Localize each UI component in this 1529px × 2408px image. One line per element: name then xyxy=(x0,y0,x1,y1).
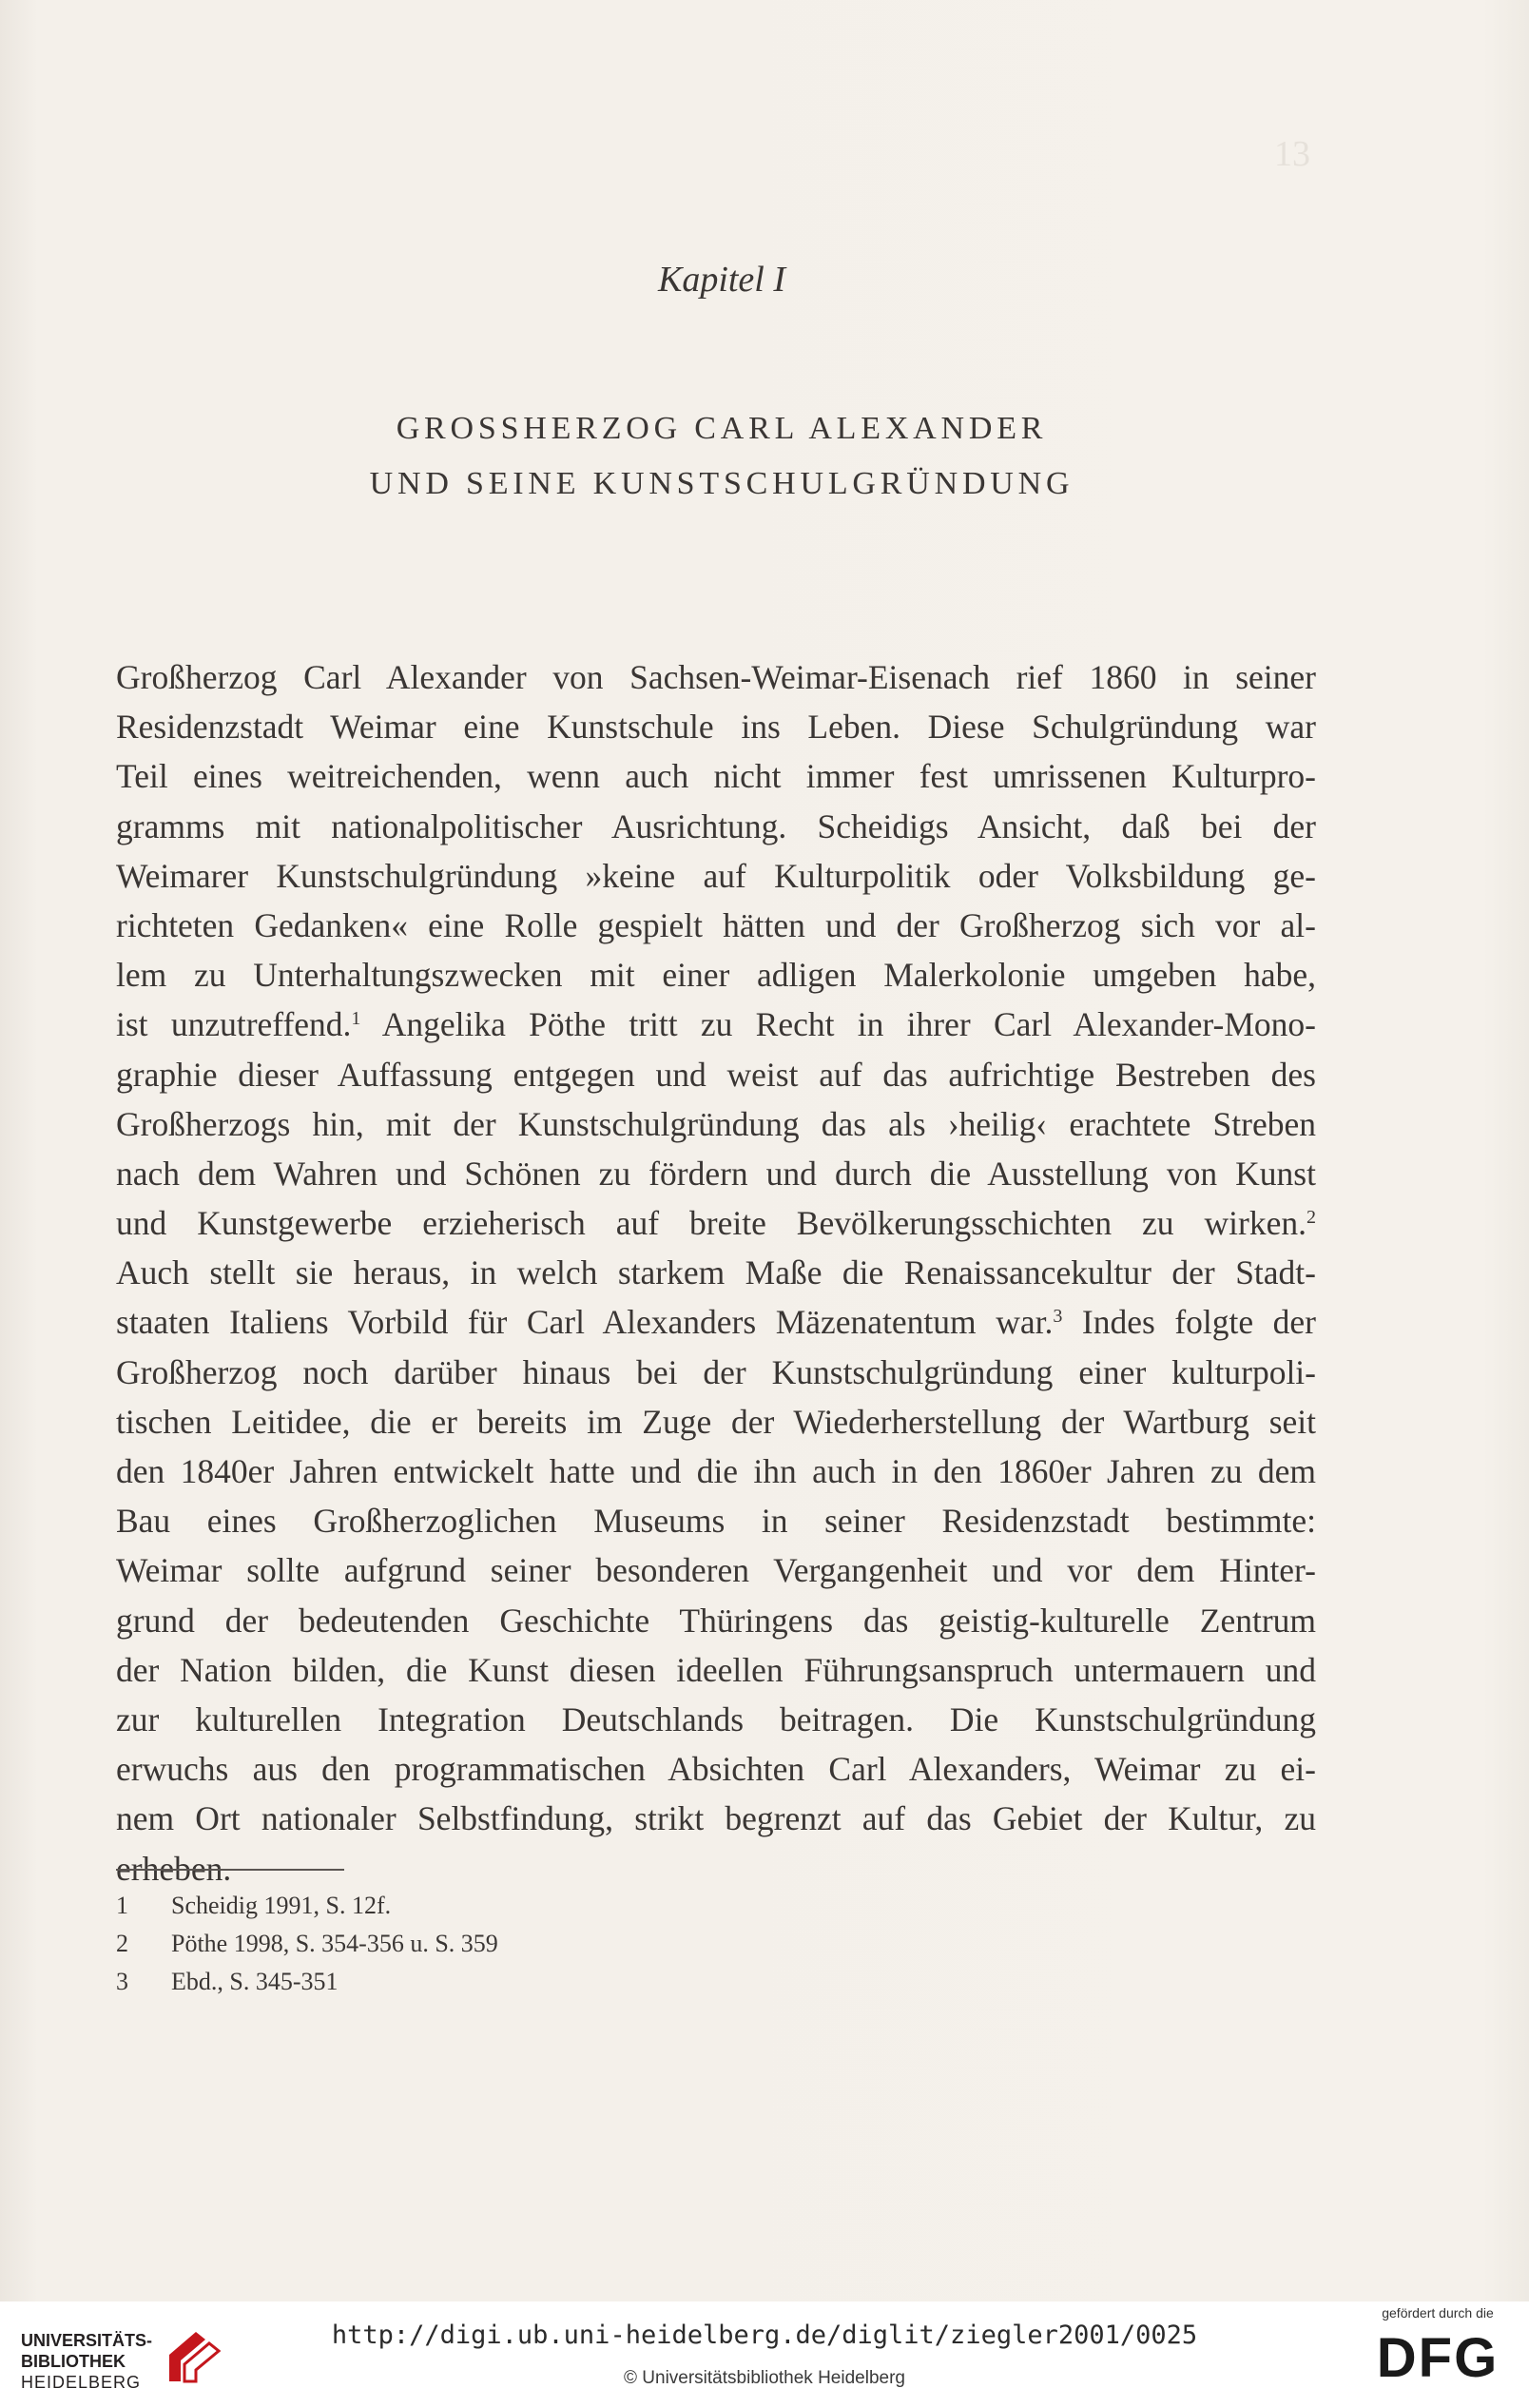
copyright-notice: © Universitätsbibliothek Heidelberg xyxy=(624,2368,905,2388)
text-line xyxy=(116,1348,1316,1397)
footnote xyxy=(116,1887,498,1925)
footnote xyxy=(116,1963,498,2001)
text-line-content: Angelika Pöthe tritt zu Recht in ihrer Carl Alexander-Mono- xyxy=(360,1005,1317,1044)
text-line xyxy=(116,1248,1316,1297)
library-name-line: BIBLIOTHEK xyxy=(21,2352,126,2371)
footnote-number: 2 xyxy=(116,1930,128,1957)
text-line xyxy=(116,1050,1316,1099)
text-line xyxy=(116,751,1316,801)
digitization-footer xyxy=(0,2301,1529,2408)
text-line-content: zur kulturellen Integration Deutschlands beitragen. Die Kunstschulgründung xyxy=(116,1699,1316,1738)
library-name-line: UNIVERSITÄTS- xyxy=(21,2331,153,2350)
text-line-content: Großherzog Carl Alexander von Sachsen-Weimar-Eisenach rief 1860 in seiner xyxy=(116,658,1316,696)
text-line xyxy=(116,1794,1316,1843)
text-line xyxy=(116,652,1316,702)
text-line-content: Weimar sollte aufgrund seiner besonderen Vergangenheit und vor dem Hinter- xyxy=(116,1551,1316,1590)
footnote-marker[interactable]: 3 xyxy=(1053,1306,1063,1328)
text-line-content: grund der bedeutenden Geschichte Thüringens das geistig-kulturelle Zentrum xyxy=(116,1601,1316,1640)
dfg-logo[interactable] xyxy=(1362,2305,1514,2400)
text-line-content: tischen Leitidee, die er bereits im Zuge der Wiederherstellung der Wartburg seit xyxy=(116,1402,1316,1441)
footnote-number: 1 xyxy=(116,1892,128,1919)
chapter-title-line-1: GROSSHERZOG CARL ALEXANDER xyxy=(396,411,1048,446)
text-line-content: und Kunstgewerbe erzieherisch auf breite Bevölkerungsschichten zu wirken. xyxy=(116,1204,1306,1243)
footnote-number: 3 xyxy=(116,1968,128,1995)
text-line xyxy=(116,851,1316,901)
text-line xyxy=(116,1297,1316,1347)
footnote-separator xyxy=(116,1869,344,1871)
body-paragraph xyxy=(116,652,1316,1893)
text-line-content: Indes folgte der xyxy=(1062,1303,1316,1342)
text-line-content: den 1840er Jahren entwickelt hatte und die ihn auch in den 1860er Jahren zu dem xyxy=(116,1452,1316,1490)
text-line xyxy=(116,1000,1316,1049)
footnote-text: Scheidig 1991, S. 12f. xyxy=(171,1892,392,1919)
footnote xyxy=(116,1925,498,1963)
text-line-content: Großherzogs hin, mit der Kunstschulgründung das als ›heilig‹ erachtete Streben xyxy=(116,1104,1316,1143)
library-name-line: HEIDELBERG xyxy=(21,2373,142,2392)
text-line-content: der Nation bilden, die Kunst diesen ideellen Führungsanspruch untermauern und xyxy=(116,1650,1316,1689)
text-line-content: nach dem Wahren und Schönen zu fördern und durch die Ausstellung von Kunst xyxy=(116,1154,1316,1193)
text-line xyxy=(116,1545,1316,1595)
footnote-marker[interactable]: 2 xyxy=(1306,1207,1316,1229)
text-line-content: Teil eines weitreichenden, wenn auch nicht immer fest umrissenen Kulturpro- xyxy=(116,757,1316,796)
text-line-content: Weimarer Kunstschulgründung »keine auf Kulturpolitik oder Volksbildung ge- xyxy=(116,856,1316,895)
text-line-content: erheben. xyxy=(116,1849,232,1888)
footnote-marker[interactable]: 1 xyxy=(351,1008,361,1030)
chapter-title-line-2: UND SEINE KUNSTSCHULGRÜNDUNG xyxy=(369,466,1074,501)
text-line-content: staaten Italiens Vorbild für Carl Alexanders Mäzenatentum war. xyxy=(116,1303,1054,1342)
text-line xyxy=(116,1099,1316,1149)
text-line xyxy=(116,702,1316,751)
text-line xyxy=(116,1695,1316,1744)
text-line xyxy=(116,1744,1316,1794)
dfg-wordmark: DFG xyxy=(1376,2327,1500,2389)
funding-caption: gefördert durch die xyxy=(1382,2305,1494,2321)
text-line xyxy=(116,1149,1316,1198)
text-line-content: Großherzog noch darüber hinaus bei der Kunstschulgründung einer kulturpoli- xyxy=(116,1352,1316,1391)
text-line xyxy=(116,950,1316,1000)
source-url-link[interactable]: http://digi.ub.uni-heidelberg.de/diglit/ziegler2001/0025 xyxy=(331,2321,1198,2350)
text-line-content: ist unzutreffend. xyxy=(116,1005,352,1044)
text-line-content: Bau eines Großherzoglichen Museums in seiner Residenzstadt bestimmte: xyxy=(116,1502,1316,1541)
text-line xyxy=(116,901,1316,950)
text-line-content: graphie dieser Auffassung entgegen und weist auf das aufrichtige Bestreben des xyxy=(116,1055,1316,1094)
text-line xyxy=(116,1496,1316,1545)
text-line xyxy=(116,1198,1316,1248)
footnote-text: Ebd., S. 345-351 xyxy=(171,1968,339,1995)
text-line-content: erwuchs aus den programmatischen Absichten Carl Alexanders, Weimar zu ei- xyxy=(116,1750,1316,1789)
text-line-content: nem Ort nationaler Selbstfindung, strikt begrenzt auf das Gebiet der Kultur, zu xyxy=(116,1799,1316,1838)
text-line xyxy=(116,1645,1316,1695)
footnotes xyxy=(116,1887,498,2001)
page-number: 13 xyxy=(1274,134,1310,174)
text-line-content: Residenzstadt Weimar eine Kunstschule ins Leben. Diese Schulgründung war xyxy=(116,708,1316,747)
text-line-content: gramms mit nationalpolitischer Ausrichtung. Scheidigs Ansicht, daß bei der xyxy=(116,806,1316,845)
text-line xyxy=(116,802,1316,851)
text-line-content: Auch stellt sie heraus, in welch starkem Maße die Renaissancekultur der Stadt- xyxy=(116,1253,1316,1292)
chapter-label: Kapitel I xyxy=(657,260,786,300)
footnote-text: Pöthe 1998, S. 354-356 u. S. 359 xyxy=(171,1930,498,1957)
text-line xyxy=(116,1596,1316,1645)
text-line xyxy=(116,1397,1316,1447)
text-line-content: lem zu Unterhaltungszwecken mit einer adligen Malerkolonie umgeben habe, xyxy=(116,956,1316,995)
text-line-content: richteten Gedanken« eine Rolle gespielt hätten und der Großherzog sich vor al- xyxy=(116,905,1316,944)
text-line xyxy=(116,1447,1316,1496)
